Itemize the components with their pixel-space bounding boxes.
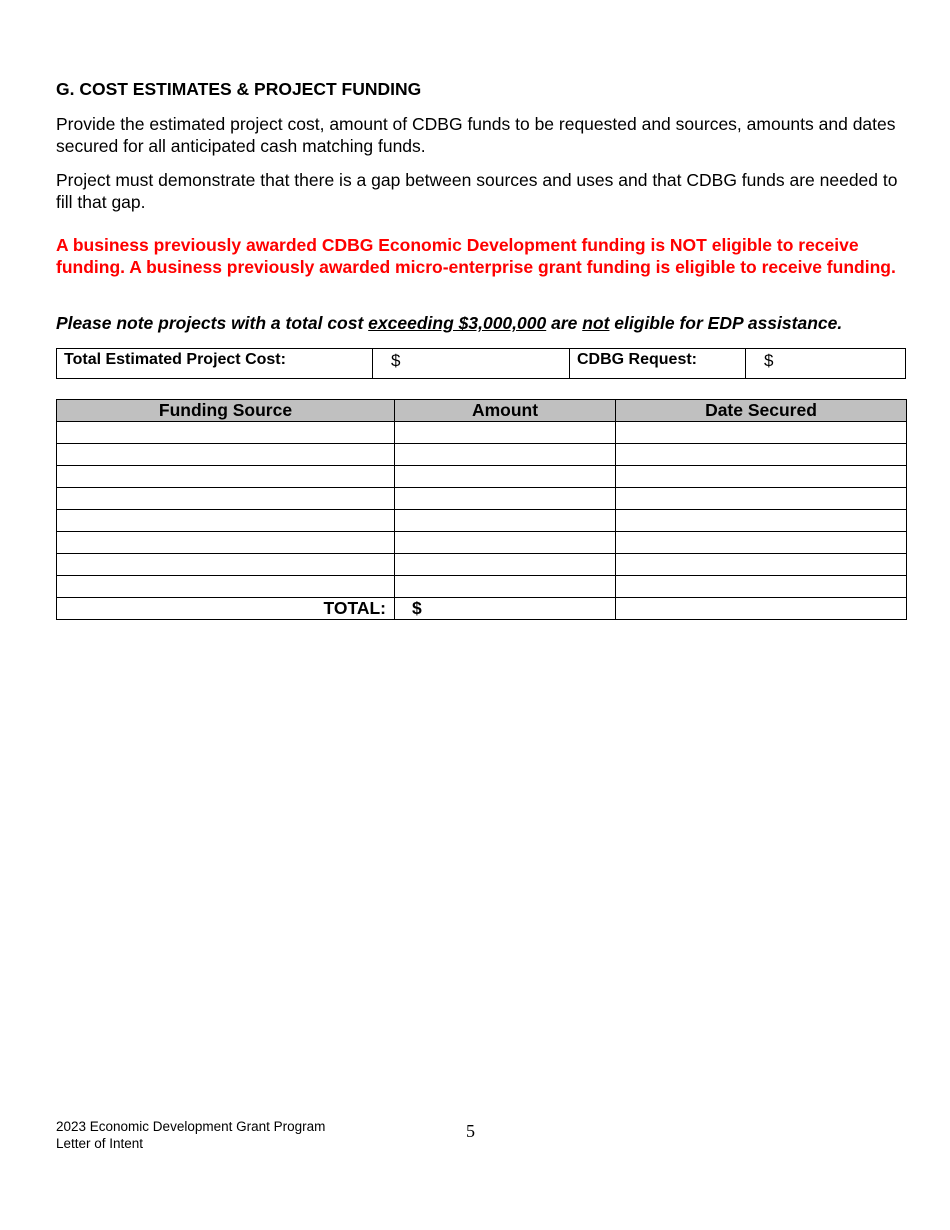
total-amount-field[interactable]: $ <box>395 598 616 620</box>
table-row <box>57 554 907 576</box>
date-secured-cell[interactable] <box>616 444 907 466</box>
header-amount: Amount <box>395 400 616 422</box>
amount-cell[interactable] <box>395 532 616 554</box>
note-threshold: exceeding $3,000,000 <box>368 313 547 333</box>
cost-summary-table <box>56 348 906 379</box>
amount-cell[interactable] <box>395 444 616 466</box>
date-secured-cell[interactable] <box>616 576 907 598</box>
table-row <box>57 510 907 532</box>
funding-source-cell[interactable] <box>57 488 395 510</box>
note-part-3: are <box>546 313 583 333</box>
cdbg-request-field[interactable]: $ <box>746 349 906 379</box>
funding-source-cell[interactable] <box>57 444 395 466</box>
gap-requirement-paragraph: Project must demonstrate that there is a gap between sources and uses and that CDBG funds are needed to fill that gap. <box>56 170 898 212</box>
total-cost-label: Total Estimated Project Cost: <box>57 349 373 379</box>
funding-source-cell[interactable] <box>57 422 395 444</box>
section-title: G. COST ESTIMATES & PROJECT FUNDING <box>56 79 422 99</box>
funding-source-cell[interactable] <box>57 510 395 532</box>
note-part-1: Please note projects with a total cost <box>56 313 369 333</box>
total-row <box>57 598 907 620</box>
header-funding-source: Funding Source <box>57 400 395 422</box>
table-row <box>57 532 907 554</box>
eligibility-warning: A business previously awarded CDBG Economic Development funding is NOT eligible to receive funding. A business previously awarded micro-enterprise grant funding is eligible to receive funding. <box>56 235 896 277</box>
instructions-paragraph: Provide the estimated project cost, amount of CDBG funds to be requested and sources, amounts and dates secured for all anticipated cash matching funds. <box>56 114 896 156</box>
cdbg-request-label: CDBG Request: <box>570 349 746 379</box>
funding-source-cell[interactable] <box>57 554 395 576</box>
footer-document-name: Letter of Intent <box>56 1135 144 1151</box>
table-row <box>57 466 907 488</box>
amount-cell[interactable] <box>395 488 616 510</box>
amount-cell[interactable] <box>395 422 616 444</box>
total-label: TOTAL: <box>57 598 395 620</box>
funding-source-cell[interactable] <box>57 466 395 488</box>
table-row <box>57 422 907 444</box>
amount-cell[interactable] <box>395 510 616 532</box>
table-row <box>57 444 907 466</box>
amount-cell[interactable] <box>395 466 616 488</box>
footer-program-name: 2023 Economic Development Grant Program <box>56 1119 326 1134</box>
table-row <box>57 488 907 510</box>
total-date-cell[interactable] <box>616 598 907 620</box>
date-secured-cell[interactable] <box>616 532 907 554</box>
amount-cell[interactable] <box>395 554 616 576</box>
date-secured-cell[interactable] <box>616 488 907 510</box>
cost-limit-note <box>56 313 926 334</box>
total-cost-field[interactable]: $ <box>373 349 570 379</box>
footer-program-info <box>56 1119 325 1152</box>
funding-source-cell[interactable] <box>57 532 395 554</box>
header-date-secured: Date Secured <box>616 400 907 422</box>
cost-summary-row <box>57 349 906 379</box>
date-secured-cell[interactable] <box>616 466 907 488</box>
note-part-5: eligible for EDP assistance. <box>609 313 843 333</box>
date-secured-cell[interactable] <box>616 510 907 532</box>
funding-source-cell[interactable] <box>57 576 395 598</box>
funding-header-row <box>57 400 907 422</box>
table-row <box>57 576 907 598</box>
page-number: 5 <box>466 1121 475 1141</box>
date-secured-cell[interactable] <box>616 422 907 444</box>
date-secured-cell[interactable] <box>616 554 907 576</box>
funding-sources-table <box>56 399 907 620</box>
amount-cell[interactable] <box>395 576 616 598</box>
note-not: not <box>582 313 610 333</box>
